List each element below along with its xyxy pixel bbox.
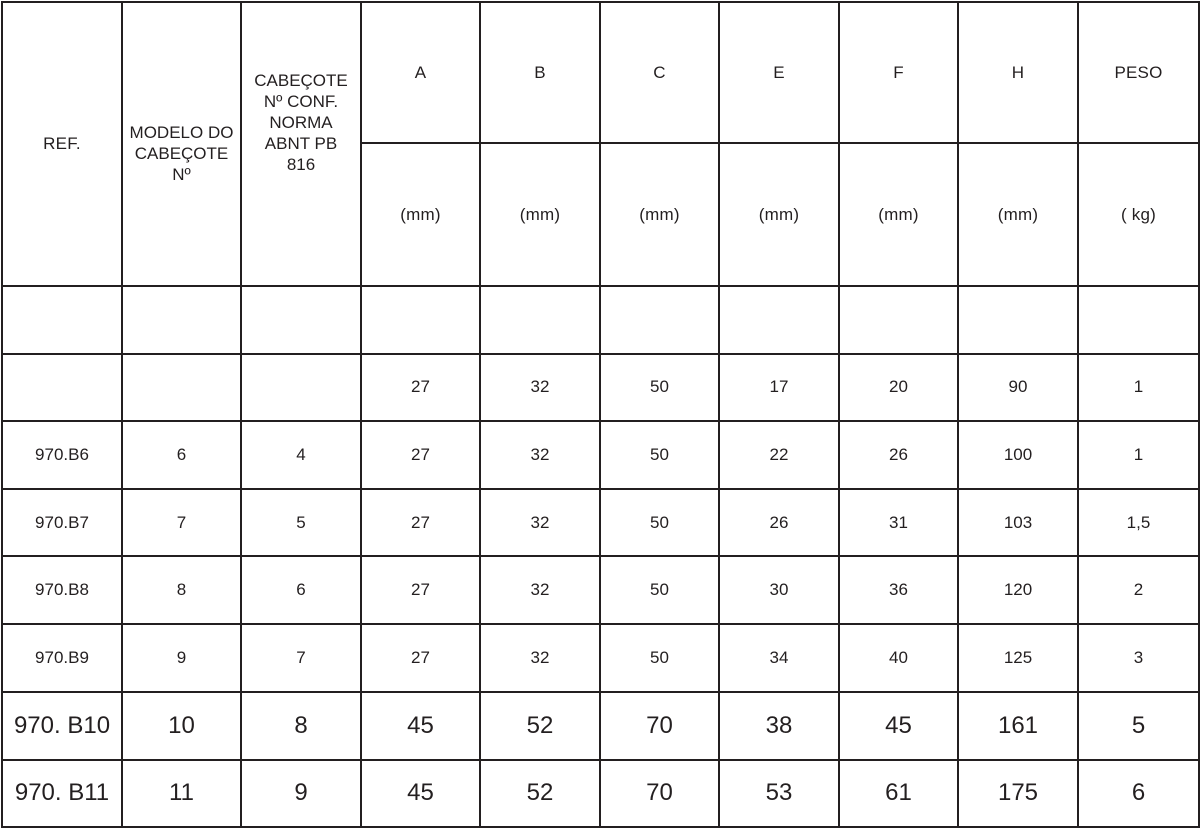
unit-b xyxy=(480,143,600,285)
table-cell xyxy=(719,286,839,354)
table-cell: 34 xyxy=(719,624,839,691)
table-cell: 20 xyxy=(839,354,958,421)
table-cell: 970.B6 xyxy=(2,421,122,489)
table-cell: 50 xyxy=(600,421,719,489)
table-cell: 27 xyxy=(361,489,480,556)
header-row-labels xyxy=(2,2,1199,143)
table-cell: 50 xyxy=(600,556,719,624)
table-cell: 10 xyxy=(122,692,241,760)
header-dim-f-label: F xyxy=(893,63,904,83)
table-cell: 50 xyxy=(600,489,719,556)
table-cell: 1,5 xyxy=(1078,489,1199,556)
table-cell: 53 xyxy=(719,760,839,827)
header-dim-h xyxy=(958,2,1078,143)
table-cell xyxy=(2,354,122,421)
table-cell: 17 xyxy=(719,354,839,421)
header-modelo-text: MODELO DO CABEÇOTE Nº xyxy=(129,123,234,185)
table-cell: 50 xyxy=(600,354,719,421)
table-cell: 7 xyxy=(122,489,241,556)
header-dim-b-label: B xyxy=(534,63,546,83)
dimensions-table xyxy=(1,1,1200,828)
table-cell: 100 xyxy=(958,421,1078,489)
header-dim-f xyxy=(839,2,958,143)
table-cell: 26 xyxy=(719,489,839,556)
header-dim-b xyxy=(480,2,600,143)
table-row xyxy=(2,354,1199,421)
table-cell: 970. B10 xyxy=(2,692,122,760)
table-cell xyxy=(958,286,1078,354)
table-cell: 27 xyxy=(361,354,480,421)
table-cell: 2 xyxy=(1078,556,1199,624)
unit-a-text: (mm) xyxy=(400,205,441,224)
table-cell: 161 xyxy=(958,692,1078,760)
table-cell: 52 xyxy=(480,692,600,760)
table-cell: 3 xyxy=(1078,624,1199,691)
header-dim-c xyxy=(600,2,719,143)
unit-h-text: (mm) xyxy=(997,205,1039,224)
table-row xyxy=(2,286,1199,354)
unit-h xyxy=(958,143,1078,285)
table-cell: 40 xyxy=(839,624,958,691)
table-cell xyxy=(600,286,719,354)
header-peso-label: PESO xyxy=(1114,63,1163,83)
table-cell: 6 xyxy=(122,421,241,489)
table-cell xyxy=(122,286,241,354)
table-cell: 175 xyxy=(958,760,1078,827)
unit-a xyxy=(361,143,480,285)
table-cell: 120 xyxy=(958,556,1078,624)
unit-e-text: (mm) xyxy=(758,205,800,224)
table-cell: 8 xyxy=(122,556,241,624)
table-cell: 970. B11 xyxy=(2,760,122,827)
table-cell xyxy=(2,286,122,354)
table-cell: 32 xyxy=(480,354,600,421)
header-peso xyxy=(1078,2,1199,143)
table-cell: 32 xyxy=(480,489,600,556)
table-cell: 45 xyxy=(839,692,958,760)
unit-c-text: (mm) xyxy=(639,205,680,224)
table-cell: 5 xyxy=(241,489,361,556)
table-row xyxy=(2,421,1199,489)
table-cell: 38 xyxy=(719,692,839,760)
table-cell: 32 xyxy=(480,421,600,489)
header-modelo xyxy=(122,2,241,286)
header-ref-text: REF. xyxy=(43,134,81,154)
table-row xyxy=(2,489,1199,556)
table-body xyxy=(2,286,1199,827)
table-cell: 8 xyxy=(241,692,361,760)
header-dim-e-label: E xyxy=(773,63,785,83)
table-cell: 7 xyxy=(241,624,361,691)
header-ref xyxy=(2,2,122,286)
table-cell xyxy=(480,286,600,354)
header-dim-e xyxy=(719,2,839,143)
table-cell xyxy=(839,286,958,354)
table-cell: 90 xyxy=(958,354,1078,421)
table-cell: 32 xyxy=(480,556,600,624)
table-cell: 6 xyxy=(1078,760,1199,827)
table-cell: 9 xyxy=(241,760,361,827)
table-cell: 31 xyxy=(839,489,958,556)
table-cell: 970.B9 xyxy=(2,624,122,691)
table-row xyxy=(2,760,1199,827)
table-cell: 26 xyxy=(839,421,958,489)
table-cell: 27 xyxy=(361,556,480,624)
unit-f-text: (mm) xyxy=(878,205,919,224)
table-row xyxy=(2,624,1199,691)
unit-e xyxy=(719,143,839,285)
table-cell: 11 xyxy=(122,760,241,827)
unit-b-text: (mm) xyxy=(519,205,561,224)
table-cell xyxy=(122,354,241,421)
table-cell: 22 xyxy=(719,421,839,489)
header-dim-a xyxy=(361,2,480,143)
unit-peso-text: ( kg) xyxy=(1121,205,1156,224)
table-cell xyxy=(241,354,361,421)
table-cell: 32 xyxy=(480,624,600,691)
table-cell: 30 xyxy=(719,556,839,624)
unit-c xyxy=(600,143,719,285)
table-cell: 70 xyxy=(600,692,719,760)
table-cell: 70 xyxy=(600,760,719,827)
table-cell: 970.B8 xyxy=(2,556,122,624)
table-cell: 5 xyxy=(1078,692,1199,760)
table-row xyxy=(2,692,1199,760)
table-cell: 36 xyxy=(839,556,958,624)
table-cell xyxy=(361,286,480,354)
table-cell: 9 xyxy=(122,624,241,691)
table-cell: 27 xyxy=(361,624,480,691)
table-cell: 45 xyxy=(361,760,480,827)
table-cell: 103 xyxy=(958,489,1078,556)
table-cell: 52 xyxy=(480,760,600,827)
unit-f xyxy=(839,143,958,285)
table-cell: 4 xyxy=(241,421,361,489)
table-cell: 1 xyxy=(1078,354,1199,421)
header-cabecote-text: CABEÇOTE Nº CONF. NORMA ABNT PB 816 xyxy=(254,71,348,175)
header-cabecote xyxy=(241,2,361,286)
table-cell: 61 xyxy=(839,760,958,827)
table-cell: 27 xyxy=(361,421,480,489)
header-dim-h-label: H xyxy=(1011,63,1025,83)
table-cell: 1 xyxy=(1078,421,1199,489)
table-cell: 45 xyxy=(361,692,480,760)
table-cell: 50 xyxy=(600,624,719,691)
table-cell: 6 xyxy=(241,556,361,624)
table-cell: 125 xyxy=(958,624,1078,691)
table-row xyxy=(2,556,1199,624)
header-dim-c-label: C xyxy=(653,63,666,83)
table-cell xyxy=(241,286,361,354)
table-cell xyxy=(1078,286,1199,354)
header-dim-a-label: A xyxy=(414,63,427,83)
unit-peso xyxy=(1078,143,1199,285)
table-cell: 970.B7 xyxy=(2,489,122,556)
